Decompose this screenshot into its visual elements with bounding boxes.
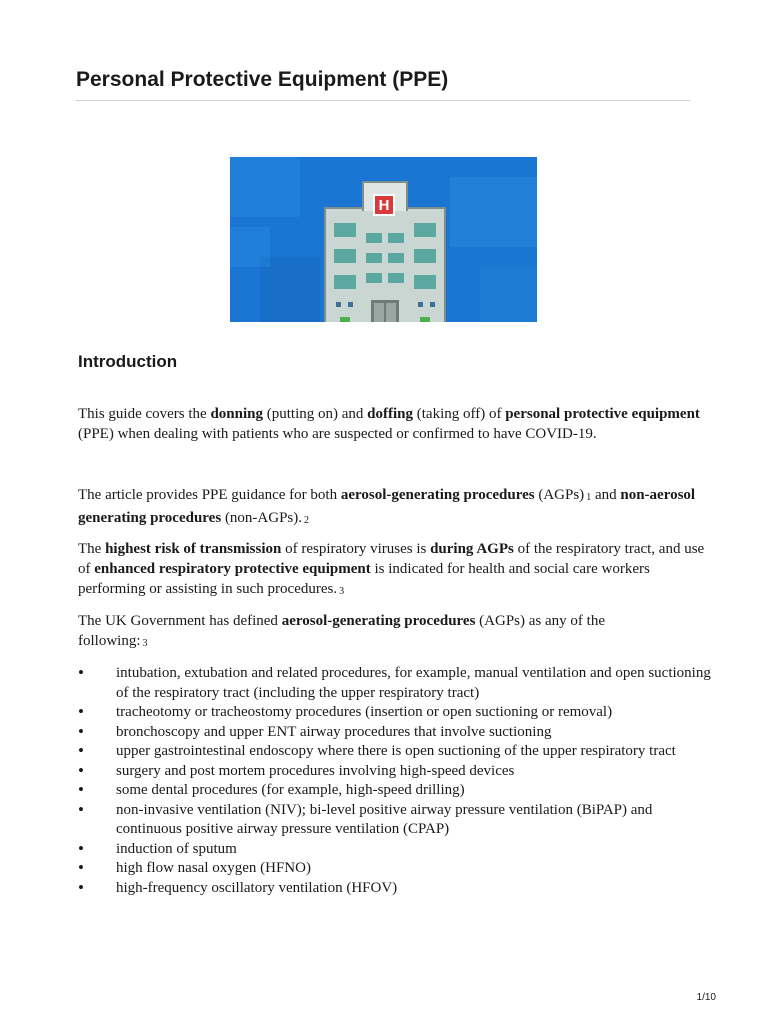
list-item: • some dental procedures (for example, high-speed drilling) — [78, 781, 718, 801]
list-item: • upper gastrointestinal endoscopy where there is open suctioning of the upper respiratory tract — [78, 742, 718, 762]
list-item: • bronchoscopy and upper ENT airway procedures that involve suctioning — [78, 723, 718, 743]
list-item: • high flow nasal oxygen (HFNO) — [78, 859, 718, 879]
intro-paragraph-1: This guide covers the donning (putting on) and doffing (taking off) of personal protective equipment (PPE) when dealing with patients who are suspected or confirmed to have COVID-19. — [78, 406, 700, 442]
section-heading-introduction: Introduction — [78, 352, 178, 371]
intro-paragraph-3: The highest risk of transmission of respiratory viruses is during AGPs of the respiratory tract, and use of enhanced respiratory protective equipment is indicated for health and social care workers performing or assisting in such procedures. $^3$ — [78, 541, 705, 597]
list-item: • surgery and post mortem procedures involving high-speed devices — [78, 762, 718, 782]
reference-3[interactable]: 3 — [339, 586, 345, 597]
reference-3[interactable]: 3 — [142, 638, 148, 649]
title-divider — [76, 100, 690, 101]
list-item: • tracheotomy or tracheostomy procedures (insertion or open suctioning or removal) — [78, 703, 718, 723]
list-item: • intubation, extubation and related procedures, for example, manual ventilation and open suctioning of the respiratory tract (including the upper respiratory tract) — [78, 664, 718, 703]
list-item: • induction of sputum — [78, 840, 718, 860]
agp-procedure-list — [78, 664, 718, 898]
page-number: 1/10 — [696, 992, 716, 1003]
list-item: • high-frequency oscillatory ventilation (HFOV) — [78, 879, 718, 899]
list-item: • non-invasive ventilation (NIV); bi-level positive airway pressure ventilation (BiPAP) and continuous positive airway pressure ventilation (CPAP) — [78, 801, 718, 840]
page-title: Personal Protective Equipment (PPE) — [76, 68, 449, 91]
intro-paragraph-4: The UK Government has defined aerosol-generating procedures (AGPs) as any of the following: $^3$ — [78, 613, 605, 649]
reference-2[interactable]: 2 — [304, 515, 310, 526]
hospital-building-icon — [230, 157, 537, 322]
reference-1[interactable]: 1 — [586, 492, 592, 503]
hero-sign-letter: H — [378, 197, 390, 214]
intro-paragraph-2: The article provides PPE guidance for both aerosol-generating procedures (AGPs) $^1$ and non-aerosol generating procedures (non-AGPs). $^2$ — [78, 487, 696, 526]
